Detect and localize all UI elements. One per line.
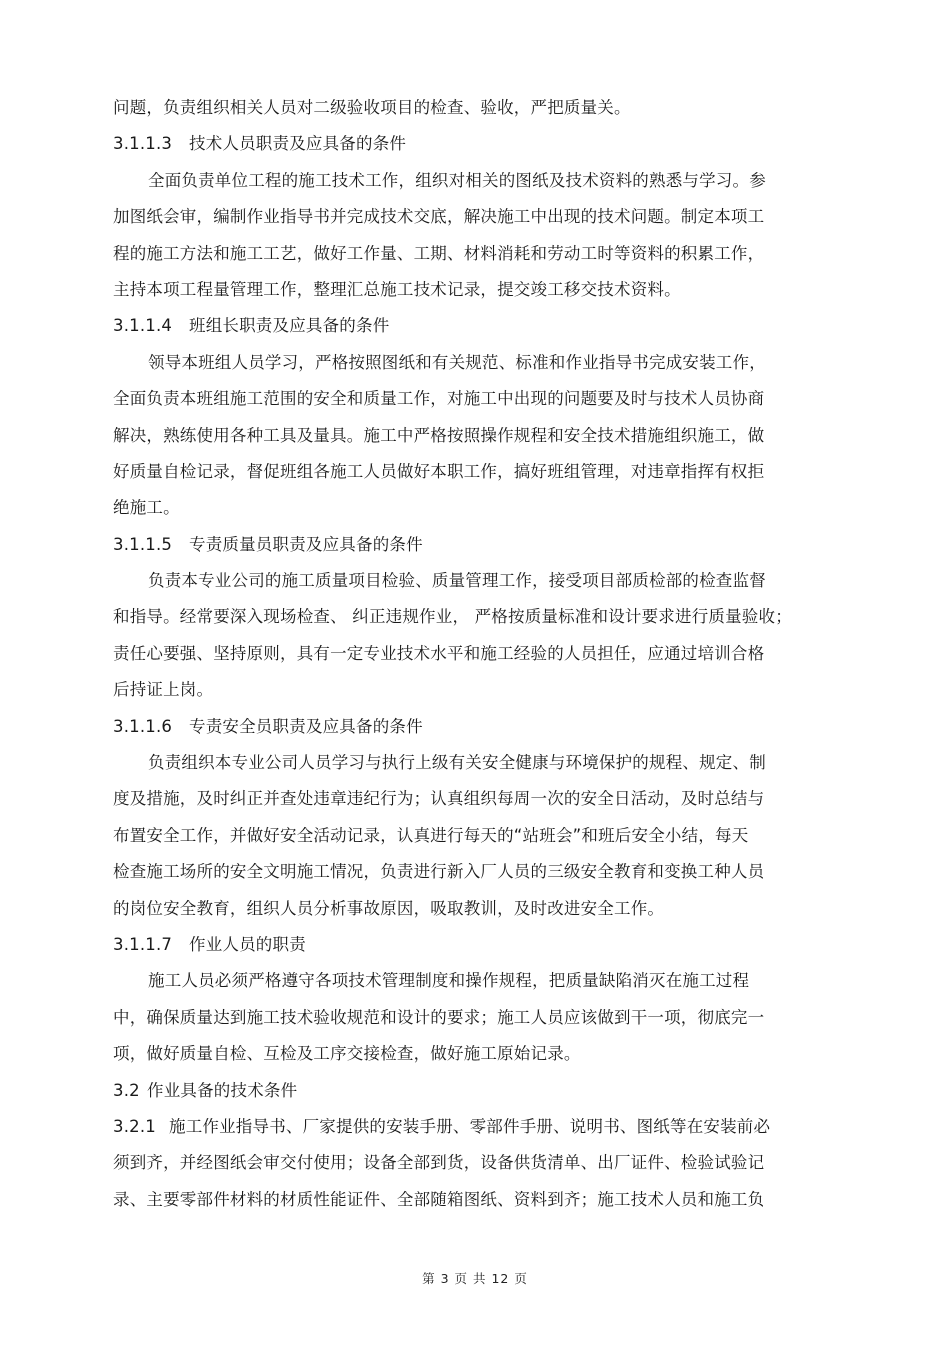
section-number: 3.1.1.6 <box>113 716 173 736</box>
paragraph-first-line: 负责组织本专业公司人员学习与执行上级有关安全健康与环境保护的规程、规定、制 <box>148 753 766 773</box>
section-title: 班组长职责及应具备的条件 <box>189 316 390 336</box>
section-heading <box>113 1109 838 1145</box>
paragraph-line: 主持本项工程量管理工作，整理汇总施工技术记录，提交竣工移交技术资料。 <box>113 279 681 299</box>
paragraph-line: 检查施工场所的安全文明施工情况，负责进行新入厂人员的三级安全教育和变换工种人员 <box>113 862 765 882</box>
page-footer: 第 3 页 共 12 页 <box>422 1271 528 1286</box>
paragraph-line: 项，做好质量自检、互检及工序交接检查，做好施工原始记录。 <box>113 1044 581 1064</box>
paragraph-line: 全面负责本班组施工范围的安全和质量工作，对施工中出现的问题要及时与技术人员协商 <box>113 389 765 409</box>
section-title: 专责安全员职责及应具备的条件 <box>189 716 423 736</box>
paragraph-line: 解决，熟练使用各种工具及量具。施工中严格按照操作规程和安全技术措施组织施工，做 <box>113 425 765 445</box>
paragraph-line: 和指导。经常要深入现场检查、 纠正违规作业， 严格按质量标准和设计要求进行质量验收； <box>113 607 792 627</box>
paragraph-first-line: 施工人员必须严格遵守各项技术管理制度和操作规程，把质量缺陷消灭在施工过程 <box>148 971 750 991</box>
section-title: 施工作业指导书、厂家提供的安装手册、零部件手册、说明书、图纸等在安装前必 <box>169 1116 771 1136</box>
paragraph-line: 加图纸会审，编制作业指导书并完成技术交底，解决施工中出现的技术问题。制定本项工 <box>113 207 765 227</box>
paragraph-line: 中，确保质量达到施工技术验收规范和设计的要求；施工人员应该做到干一项，彻底完一 <box>113 1007 765 1027</box>
section-heading <box>113 927 838 963</box>
section-number: 3.2.1 <box>113 1116 156 1136</box>
paragraph-line: 布置安全工作，并做好安全活动记录，认真进行每天的“站班会”和班后安全小结，每天 <box>113 825 749 845</box>
paragraph-line: 度及措施，及时纠正并查处违章违纪行为；认真组织每周一次的安全日活动，及时总结与 <box>113 789 765 809</box>
paragraph-line: 后持证上岗。 <box>113 680 214 700</box>
paragraph-line: 责任心要强、坚持原则，具有一定专业技术水平和施工经验的人员担任，应通过培训合格 <box>113 643 765 663</box>
paragraph-line: 须到齐，并经图纸会审交付使用；设备全部到货，设备供货清单、出厂证件、检验试验记 <box>113 1153 765 1173</box>
paragraph-first-line: 全面负责单位工程的施工技术工作，组织对相关的图纸及技术资料的熟悉与学习。参 <box>148 170 766 190</box>
section-heading <box>113 527 838 563</box>
paragraph-line: 录、主要零部件材料的材质性能证件、全部随箱图纸、资料到齐；施工技术人员和施工负 <box>113 1189 765 1209</box>
section-heading <box>113 1073 838 1109</box>
section-number: 3.1.1.3 <box>113 134 173 154</box>
document-body <box>113 90 838 1218</box>
section-title: 技术人员职责及应具备的条件 <box>189 134 407 154</box>
section-title: 作业具备的技术条件 <box>147 1080 298 1100</box>
section-number: 3.2 <box>113 1080 140 1100</box>
section-heading <box>113 308 838 344</box>
paragraph-line: 好质量自检记录，督促班组各施工人员做好本职工作，搞好班组管理，对违章指挥有权拒 <box>113 461 765 481</box>
paragraph-line: 问题，负责组织相关人员对二级验收项目的检查、验收，严把质量关。 <box>113 98 631 117</box>
section-heading <box>113 126 838 162</box>
paragraph-line: 绝施工。 <box>113 498 180 518</box>
section-heading <box>113 709 838 745</box>
paragraph-line: 的岗位安全教育，组织人员分析事故原因，吸取教训，及时改进安全工作。 <box>113 898 665 918</box>
paragraph-line: 程的施工方法和施工工艺，做好工作量、工期、材料消耗和劳动工时等资料的积累工作， <box>113 243 765 263</box>
section-title: 专责质量员职责及应具备的条件 <box>189 534 423 554</box>
section-number: 3.1.1.4 <box>113 316 173 336</box>
paragraph-first-line: 负责本专业公司的施工质量项目检验、质量管理工作，接受项目部质检部的检查监督 <box>148 571 766 591</box>
paragraph-first-line: 领导本班组人员学习，严格按照图纸和有关规范、标准和作业指导书完成安装工作， <box>148 352 766 372</box>
section-title: 作业人员的职责 <box>189 934 306 954</box>
section-number: 3.1.1.7 <box>113 934 173 954</box>
section-number: 3.1.1.5 <box>113 534 173 554</box>
